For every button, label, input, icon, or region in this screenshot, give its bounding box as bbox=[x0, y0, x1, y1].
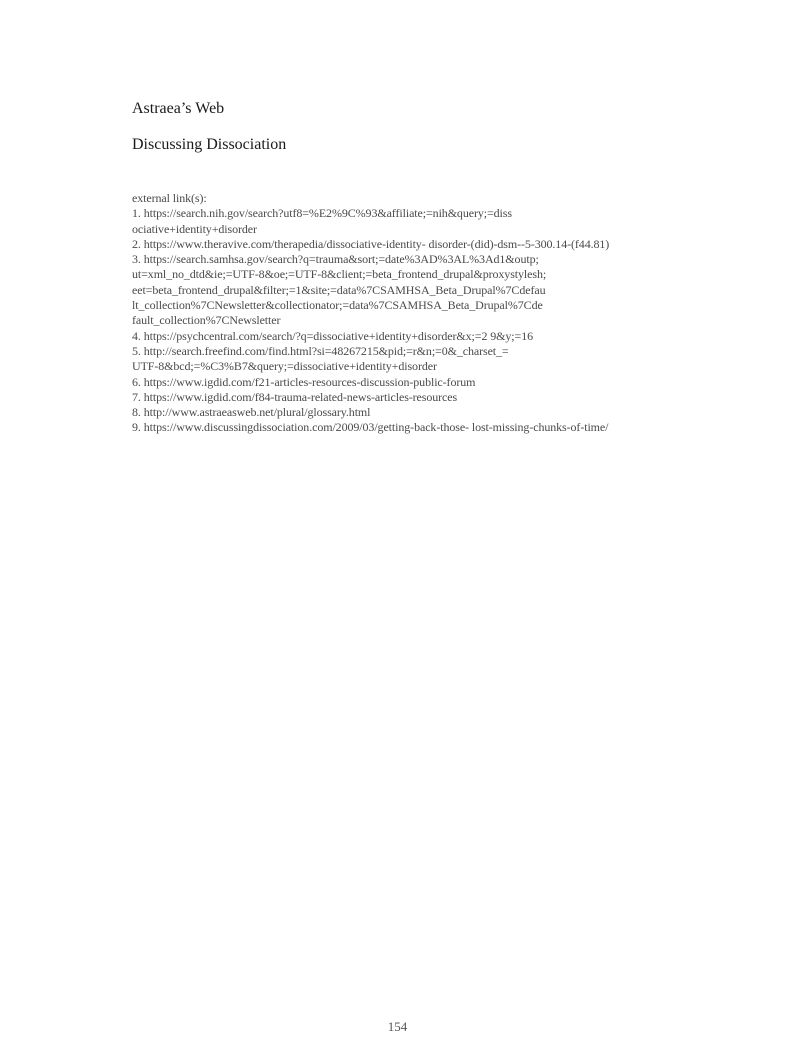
link-line[interactable]: 1. https://search.nih.gov/search?utf8=%E2%9C%93&affiliate;=nih&query;=diss bbox=[132, 206, 512, 221]
link-line[interactable]: 6. https://www.igdid.com/f21-articles-resources-discussion-public-forum bbox=[132, 374, 476, 389]
link-line[interactable]: 3. https://search.samhsa.gov/search?q=trauma&sort;=date%3AD%3AL%3Ad1&outp; bbox=[132, 252, 539, 267]
link-line[interactable]: lt_collection%7CNewsletter&collectionator;=data%7CSAMHSA_Beta_Drupal%7Cde bbox=[132, 298, 543, 313]
link-line[interactable]: 4. https://psychcentral.com/search/?q=dissociative+identity+disorder&x;=2 9&y;=16 bbox=[132, 328, 533, 343]
link-line[interactable]: 8. http://www.astraeasweb.net/plural/glossary.html bbox=[132, 405, 371, 420]
external-links bbox=[132, 191, 692, 436]
site-title: Astraea’s Web bbox=[132, 100, 225, 117]
link-line[interactable]: fault_collection%7CNewsletter bbox=[132, 313, 281, 328]
link-line[interactable]: 9. https://www.discussingdissociation.com/2009/03/getting-back-those- lost-missing-chunks-of-time/ bbox=[132, 420, 609, 435]
page-number: 154 bbox=[387, 1019, 408, 1034]
link-line[interactable]: UTF-8&bcd;=%C3%B7&query;=dissociative+identity+disorder bbox=[132, 359, 437, 374]
external-links-label: external link(s): bbox=[132, 191, 207, 205]
link-line[interactable]: ociative+identity+disorder bbox=[132, 221, 257, 236]
section-title: Discussing Dissociation bbox=[132, 136, 287, 153]
page-header bbox=[132, 98, 286, 156]
link-line[interactable]: ut=xml_no_dtd&ie;=UTF-8&oe;=UTF-8&client;=beta_frontend_drupal&proxystylesh; bbox=[132, 267, 547, 282]
link-line[interactable]: 2. https://www.theravive.com/therapedia/dissociative-identity- disorder-(did)-dsm--5-300.14-(f44.81) bbox=[132, 236, 610, 251]
link-line[interactable]: 7. https://www.igdid.com/f84-trauma-related-news-articles-resources bbox=[132, 389, 458, 404]
link-line[interactable]: 5. http://search.freefind.com/find.html?si=48267215&pid;=r&n;=0&_charset_= bbox=[132, 343, 509, 358]
link-line[interactable]: eet=beta_frontend_drupal&filter;=1&site;=data%7CSAMHSA_Beta_Drupal%7Cdefau bbox=[132, 282, 546, 297]
